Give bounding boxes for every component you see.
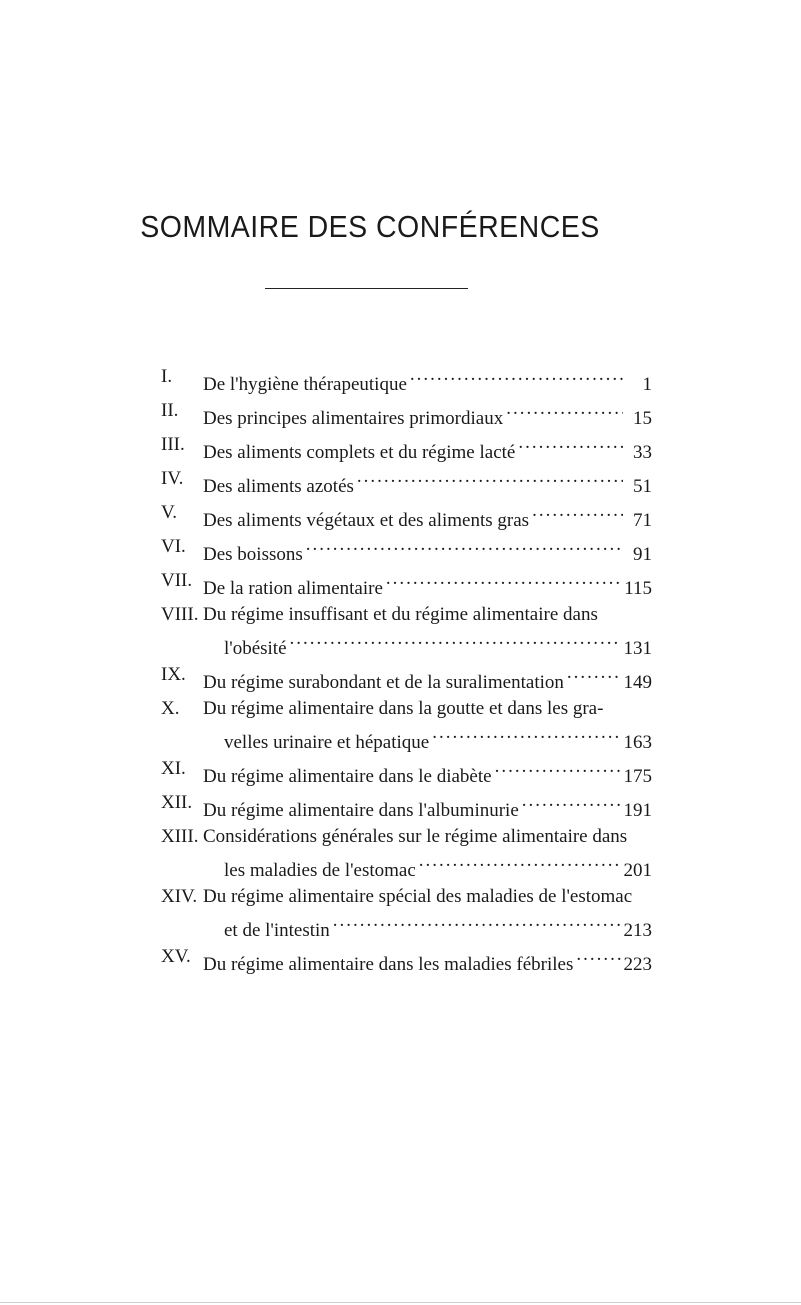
toc-entry-number: IX. [161, 664, 186, 685]
toc-entry-title: Du régime alimentaire dans le diabète [203, 766, 492, 787]
toc-entry-number: I. [161, 366, 173, 387]
page-edge-line [0, 1302, 801, 1303]
dot-leader [410, 364, 623, 390]
toc-entry-title: Des aliments végétaux et des aliments gras [203, 510, 530, 531]
dot-leader [518, 432, 623, 458]
toc-entry-number: VIII. [161, 604, 199, 625]
toc-entry-line [203, 884, 652, 910]
toc-entry-line [203, 756, 652, 790]
toc-entry-title: Du régime alimentaire dans l'albuminurie [203, 800, 519, 821]
dot-leader [290, 628, 621, 654]
toc-entry-title: et de l'intestin [224, 920, 330, 941]
toc-entry-page: 51 [633, 476, 652, 497]
dot-leader [386, 568, 621, 594]
toc-entry-page: 201 [623, 860, 652, 881]
toc-entry [161, 884, 652, 944]
toc-entry [161, 432, 652, 466]
toc-entry-number: IV. [161, 468, 184, 489]
toc-entry-page: 1 [642, 374, 652, 395]
toc-entry [161, 824, 652, 884]
toc-entry-title: Du régime surabondant et de la suralimentation [203, 672, 564, 693]
toc-entry-title: Des aliments azotés [203, 476, 354, 497]
toc-entry [161, 602, 652, 662]
toc-entry-title: Du régime alimentaire spécial des maladies de l'estomac [203, 886, 633, 907]
page-title: SOMMAIRE DES CONFÉRENCES [140, 208, 600, 244]
toc-entry-page: 91 [633, 544, 652, 565]
toc-entry-page: 213 [623, 920, 652, 941]
toc-entry [161, 568, 652, 602]
dot-leader [567, 662, 621, 688]
toc-entry-title: velles urinaire et hépatique [224, 732, 430, 753]
toc-entry-line [203, 364, 652, 398]
toc-entry-line [203, 432, 652, 466]
toc-entry-page: 71 [633, 510, 652, 531]
toc-entry [161, 756, 652, 790]
toc-entry-line [203, 910, 652, 944]
dot-leader [506, 398, 623, 424]
toc-entry-line [203, 722, 652, 756]
toc-entry-number: X. [161, 698, 180, 719]
toc-entry-number: XI. [161, 758, 186, 779]
toc-entry [161, 500, 652, 534]
dot-leader [576, 944, 620, 970]
toc-entry-line [203, 662, 652, 696]
toc-entry-title: les maladies de l'estomac [224, 860, 416, 881]
toc-entry-line [203, 628, 652, 662]
title-divider [265, 288, 468, 289]
toc-entry-number: XIV. [161, 886, 198, 907]
dot-leader [522, 790, 621, 816]
toc-entry-line [203, 824, 652, 850]
toc-entry-line [203, 696, 652, 722]
toc-entry-line [203, 944, 652, 978]
toc-entry-number: XIII. [161, 826, 199, 847]
dot-leader [432, 722, 620, 748]
toc-entry-line [203, 500, 652, 534]
dot-leader [357, 466, 623, 492]
toc-entry-title: Du régime alimentaire dans les maladies fébriles [203, 954, 574, 975]
toc-entry-title: Des principes alimentaires primordiaux [203, 408, 504, 429]
toc-entry [161, 398, 652, 432]
toc-entry-page: 163 [623, 732, 652, 753]
toc-entry [161, 364, 652, 398]
toc-entry-page: 191 [623, 800, 652, 821]
toc-entry-page: 175 [623, 766, 652, 787]
toc-entry [161, 534, 652, 568]
toc-entry-title: Du régime alimentaire dans la goutte et dans les gra- [203, 698, 604, 719]
toc-entry-page: 223 [623, 954, 652, 975]
toc-entry-line [203, 568, 652, 602]
dot-leader [419, 850, 621, 876]
toc-entry-title: Des boissons [203, 544, 303, 565]
toc-entry-title: Considérations générales sur le régime alimentaire dans [203, 826, 628, 847]
toc-entry-title: Des aliments complets et du régime lacté [203, 442, 516, 463]
toc-entry [161, 662, 652, 696]
toc-entry-page: 33 [633, 442, 652, 463]
toc-entry-line [203, 398, 652, 432]
toc-entry-number: III. [161, 434, 185, 455]
toc-entry [161, 944, 652, 978]
toc-entry-number: XV. [161, 946, 191, 967]
toc-entry-number: VII. [161, 570, 193, 591]
toc-entry-number: VI. [161, 536, 186, 557]
toc-entry-title: De l'hygiène thérapeutique [203, 374, 407, 395]
toc-entry-line [203, 850, 652, 884]
toc-entry-number: II. [161, 400, 179, 421]
toc-entry-page: 115 [624, 578, 652, 599]
toc-entry-page: 131 [623, 638, 652, 659]
dot-leader [495, 756, 621, 782]
toc-entry [161, 790, 652, 824]
toc-entry-number: XII. [161, 792, 193, 813]
table-of-contents [161, 364, 652, 978]
toc-entry-line [203, 602, 652, 628]
toc-entry-page: 15 [633, 408, 652, 429]
toc-entry [161, 466, 652, 500]
toc-entry-line [203, 534, 652, 568]
dot-leader [532, 500, 623, 526]
toc-entry-number: V. [161, 502, 178, 523]
toc-entry-title: l'obésité [224, 638, 287, 659]
dot-leader [333, 910, 621, 936]
dot-leader [306, 534, 623, 560]
toc-entry-title: Du régime insuffisant et du régime alimentaire dans [203, 604, 598, 625]
toc-entry-line [203, 790, 652, 824]
toc-entry-line [203, 466, 652, 500]
toc-entry-page: 149 [623, 672, 652, 693]
toc-entry-title: De la ration alimentaire [203, 578, 383, 599]
toc-entry [161, 696, 652, 756]
